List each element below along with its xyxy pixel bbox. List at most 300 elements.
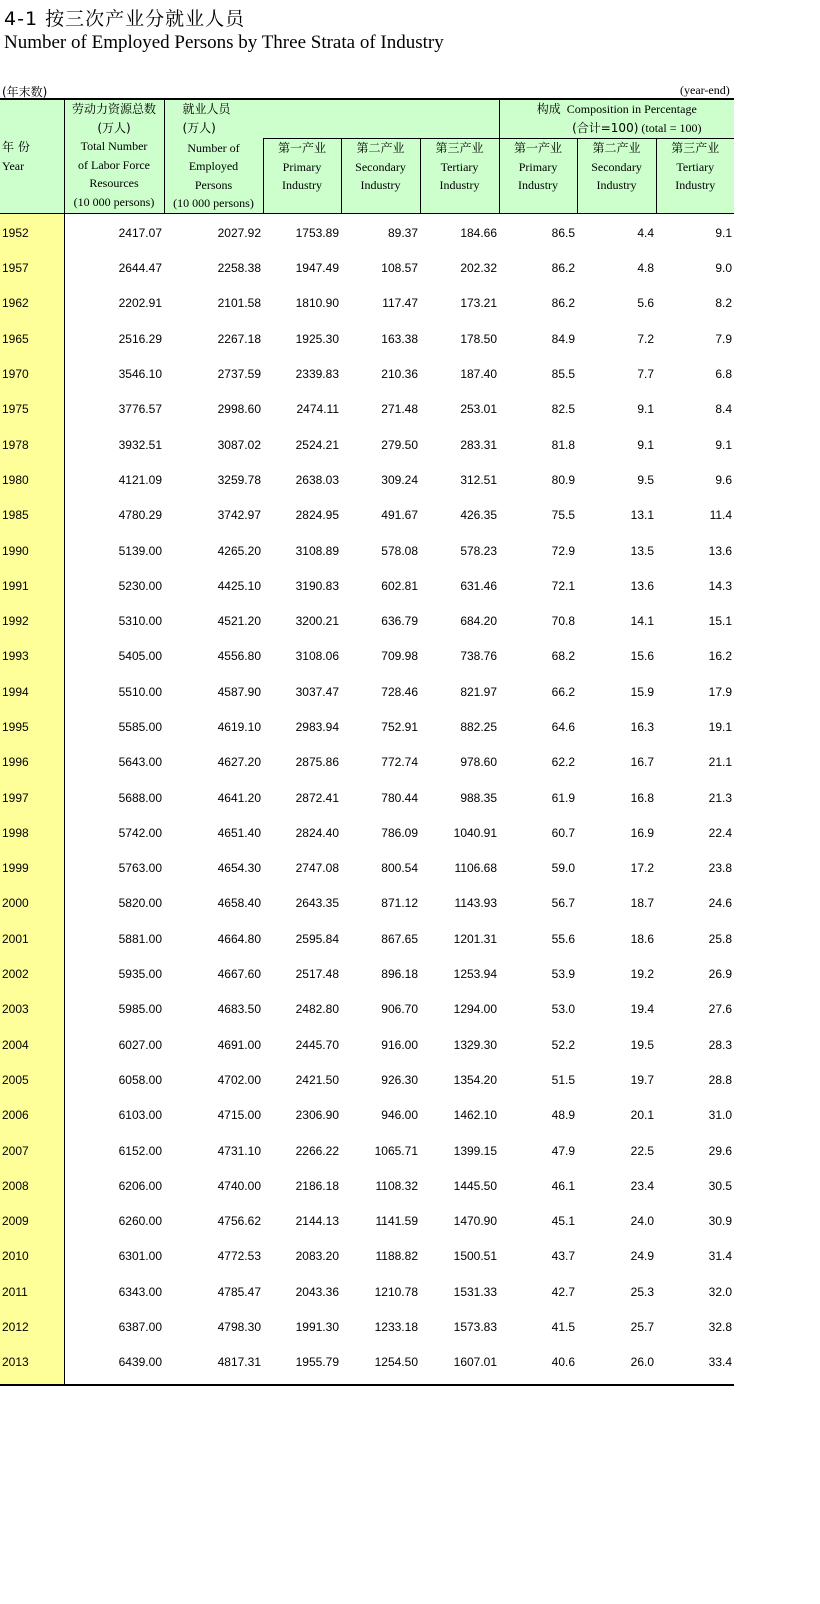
cell-tertiary: 1462.10 [453,1108,498,1123]
cell-primary: 2983.94 [295,720,339,734]
cell-employed: 4772.53 [217,1249,261,1264]
header-employed-en2: Employed [188,159,239,173]
table-row [0,884,734,919]
table-row [0,672,734,707]
cell-year: 2013 [0,1343,64,1385]
cell-primary: 3108.89 [295,543,339,558]
cell-tertiary-pct: 17.9 [708,684,733,699]
cell-tertiary: 202.32 [460,261,498,276]
cell-secondary: 871.12 [381,896,418,911]
cell-secondary-pct: 25.3 [630,1284,655,1299]
header-secondary-count [341,139,420,214]
cell-tertiary: 1500.51 [453,1249,498,1264]
table-row [0,990,734,1025]
table-row [0,213,734,249]
header-tertiary-en1: Tertiary [440,159,479,174]
cell-year: 2009 [0,1202,64,1237]
cell-employed: 4556.80 [217,649,261,664]
header-secondary-cn: 第二产业 [356,141,405,155]
cell-year: 1997 [0,778,64,813]
cell-tertiary: 253.01 [460,402,498,417]
cell-employed: 4654.30 [217,861,261,876]
cell-tertiary-pct: 16.2 [708,649,733,664]
cell-labor-force: 6439.00 [64,1343,164,1385]
cell-primary: 3108.06 [295,649,339,664]
table-title-en: Number of Employed Persons by Three Strata of Industry [4,32,444,53]
cell-secondary-pct: 26.0 [577,1343,656,1385]
cell-primary-pct: 72.1 [551,578,576,593]
cell-employed: 4658.40 [217,896,261,911]
header-employed-cn-unit: (万人) [182,120,216,135]
cell-primary: 2186.18 [295,1178,339,1193]
cell-tertiary: 187.40 [460,367,498,382]
cell-year: 2006 [0,1096,64,1131]
cell-primary-pct: 66.2 [551,684,576,699]
cell-employed: 4731.10 [217,1143,261,1158]
cell-primary-pct: 86.5 [499,213,577,249]
cell-year: 1962 [0,284,64,319]
cell-labor-force: 6343.00 [118,1284,162,1299]
cell-secondary-pct: 13.1 [630,508,655,523]
cell-year: 2008 [0,1166,64,1201]
cell-tertiary: 1143.93 [454,896,498,911]
header-year-cn: 年 份 [2,140,30,154]
cell-primary-pct: 82.5 [551,402,576,417]
cell-secondary: 1141.59 [375,1214,418,1229]
cell-employed: 4702.00 [217,1072,261,1087]
header-labor-force [64,99,164,213]
cell-secondary-pct: 15.9 [630,684,655,699]
cell-employed: 2258.38 [217,261,261,276]
header-primary-pct-cn: 第一产业 [514,141,563,155]
cell-primary-pct: 85.5 [551,367,576,382]
cell-secondary: 946.00 [381,1108,418,1123]
cell-secondary-pct: 4.8 [637,261,655,276]
cell-employed: 4521.20 [217,614,261,629]
cell-year: 2011 [0,1272,64,1307]
header-composition-cn: 构成 [536,102,561,116]
header-tertiary-pct-en1: Tertiary [676,159,715,174]
cell-primary-pct: 86.2 [551,296,576,311]
cell-primary-pct: 53.0 [551,1002,576,1017]
cell-secondary: 800.54 [381,861,418,876]
cell-tertiary: 738.76 [460,649,498,664]
cell-tertiary: 821.97 [460,684,498,699]
cell-tertiary-pct: 21.3 [708,790,733,805]
cell-year: 2010 [0,1237,64,1272]
table-row [0,496,734,531]
cell-secondary: 709.98 [381,649,418,664]
cell-year: 1998 [0,813,64,848]
cell-employed: 2101.58 [217,296,261,311]
table-row [0,849,734,884]
cell-primary: 2747.08 [295,861,339,876]
cell-primary: 2824.95 [295,508,339,523]
cell-tertiary-pct: 11.4 [709,508,733,523]
header-labor-cn: 劳动力资源总数 [71,102,156,116]
cell-labor-force: 6152.00 [118,1143,162,1158]
header-primary-en2: Industry [282,178,322,192]
cell-employed: 4691.00 [217,1037,261,1052]
unit-note-en: (year-end) [680,83,730,97]
cell-labor-force: 2516.29 [118,331,162,346]
cell-tertiary: 1106.68 [454,861,498,876]
cell-secondary: 780.44 [381,790,418,805]
cell-year: 1980 [0,460,64,495]
header-secondary-pct-cn: 第二产业 [592,141,641,155]
cell-secondary-pct: 15.6 [630,649,655,664]
cell-labor-force: 6387.00 [118,1320,162,1335]
cell-year: 1992 [0,601,64,636]
cell-primary-pct: 75.5 [551,508,576,523]
cell-labor-force: 5585.00 [118,720,162,734]
cell-employed: 2267.18 [217,331,261,346]
header-primary-pct-en2: Industry [518,178,559,192]
cell-secondary-pct: 9.1 [637,402,655,417]
cell-year: 1965 [0,319,64,354]
cell-tertiary: 426.35 [460,508,498,523]
cell-secondary-pct: 19.4 [630,1002,655,1017]
cell-employed: 4785.47 [217,1284,261,1299]
cell-tertiary-pct: 9.0 [715,261,733,276]
cell-labor-force: 3546.10 [118,367,162,382]
cell-secondary: 752.91 [381,720,418,734]
cell-tertiary: 283.31 [460,437,498,452]
cell-secondary-pct: 24.0 [630,1214,655,1229]
cell-tertiary-pct: 30.9 [708,1214,733,1229]
cell-employed: 4740.00 [217,1178,261,1193]
header-primary-pct [499,139,577,214]
cell-secondary-pct: 7.7 [637,367,655,382]
cell-primary-pct: 56.7 [551,896,576,911]
cell-tertiary: 1399.15 [453,1143,498,1158]
cell-tertiary: 1040.91 [453,825,498,840]
cell-tertiary: 1607.01 [420,1343,499,1385]
header-secondary-pct [577,139,656,214]
cell-primary: 3037.47 [295,684,339,699]
cell-year: 1985 [0,496,64,531]
cell-secondary: 279.50 [381,437,418,452]
cell-tertiary-pct: 15.1 [708,614,733,629]
cell-primary: 2083.20 [295,1249,339,1264]
cell-primary-pct: 51.5 [551,1072,576,1087]
header-labor-en4: (10 000 persons) [73,194,155,209]
cell-tertiary-pct: 29.6 [708,1143,733,1158]
cell-tertiary: 1445.50 [453,1178,498,1193]
cell-tertiary-pct: 14.3 [708,578,733,593]
header-employed [164,99,263,139]
cell-primary-pct: 45.1 [551,1214,576,1229]
cell-tertiary: 882.25 [460,720,498,734]
cell-employed: 4667.60 [217,967,261,982]
cell-labor-force: 5510.00 [118,684,162,699]
cell-year: 1999 [0,849,64,884]
cell-employed: 4715.00 [217,1108,261,1123]
cell-employed: 3742.97 [217,508,261,523]
header-labor-en2: of Labor Force [78,157,150,172]
cell-primary: 2524.21 [295,437,339,452]
cell-primary-pct: 43.7 [551,1249,576,1264]
cell-secondary: 786.09 [381,825,418,840]
cell-primary: 2421.50 [295,1072,339,1087]
cell-secondary-pct: 20.1 [630,1108,655,1123]
cell-labor-force: 6103.00 [118,1108,162,1123]
cell-employed: 4756.62 [217,1214,261,1229]
cell-tertiary: 1329.30 [453,1037,498,1052]
table-row [0,1237,734,1272]
cell-secondary: 772.74 [381,755,418,770]
header-secondary-en1: Secondary [355,159,406,174]
table-row [0,566,734,601]
cell-employed: 2737.59 [217,367,261,382]
cell-primary-pct: 84.9 [551,331,576,346]
cell-labor-force: 6260.00 [118,1214,162,1229]
cell-labor-force: 3776.57 [118,402,162,417]
cell-tertiary-pct: 32.8 [708,1320,733,1335]
table-row [0,284,734,319]
cell-primary-pct: 41.5 [551,1320,576,1335]
header-primary-count [263,139,341,214]
cell-primary: 3200.21 [295,614,339,629]
cell-tertiary: 1253.94 [453,967,498,982]
cell-labor-force: 6206.00 [118,1178,162,1193]
cell-secondary-pct: 9.5 [637,472,655,487]
cell-secondary-pct: 13.5 [630,543,655,558]
cell-tertiary-pct: 30.5 [708,1178,733,1193]
cell-secondary: 1210.78 [374,1284,418,1299]
cell-secondary: 916.00 [381,1037,418,1052]
cell-tertiary: 1201.31 [453,931,498,946]
cell-secondary-pct: 24.9 [630,1249,655,1264]
cell-year: 1990 [0,531,64,566]
cell-year: 2007 [0,1131,64,1166]
cell-primary: 2595.84 [295,931,339,946]
table-row [0,707,734,742]
cell-employed: 4265.20 [217,543,261,558]
cell-primary-pct: 61.9 [551,790,576,805]
table-body [0,213,734,1385]
cell-tertiary-pct: 6.8 [715,367,733,382]
cell-primary: 2445.70 [295,1037,339,1052]
cell-tertiary: 312.51 [460,472,498,487]
cell-secondary-pct: 16.8 [630,790,655,805]
table-row [0,425,734,460]
cell-labor-force: 5643.00 [118,755,162,770]
cell-tertiary-pct: 25.8 [708,931,733,946]
cell-employed: 4425.10 [217,578,261,593]
header-labor-cn-unit: (万人) [97,120,131,135]
cell-year: 2005 [0,1060,64,1095]
cell-employed: 4587.90 [217,684,261,699]
cell-secondary-pct: 18.7 [630,896,655,911]
table-row [0,1131,734,1166]
header-total-cn: (合计=100) [572,120,639,135]
cell-secondary: 602.81 [381,578,418,593]
cell-employed: 4798.30 [217,1320,261,1335]
cell-labor-force: 6027.00 [118,1037,162,1052]
cell-labor-force: 5881.00 [118,931,162,946]
cell-secondary-pct: 17.2 [630,861,655,876]
cell-secondary: 926.30 [381,1072,418,1087]
cell-year: 2003 [0,990,64,1025]
header-blank [263,99,499,139]
cell-employed: 4664.80 [217,931,261,946]
cell-tertiary: 173.21 [460,296,498,311]
table-row [0,601,734,636]
cell-primary: 2517.48 [295,967,339,982]
cell-secondary: 1188.82 [375,1249,418,1264]
cell-secondary-pct: 9.1 [637,437,655,452]
cell-tertiary-pct: 13.6 [708,543,733,558]
cell-year: 1991 [0,566,64,601]
header-composition [499,99,734,139]
cell-tertiary: 1294.00 [453,1002,498,1017]
cell-primary: 1991.30 [295,1320,339,1335]
cell-primary-pct: 42.7 [551,1284,576,1299]
cell-tertiary: 631.46 [460,578,498,593]
cell-primary: 2306.90 [295,1108,339,1123]
cell-primary: 2643.35 [295,896,339,911]
cell-tertiary: 1470.90 [453,1214,498,1229]
cell-labor-force: 4780.29 [118,508,162,523]
cell-employed: 4627.20 [217,755,261,770]
cell-tertiary-pct: 21.1 [708,755,733,770]
cell-labor-force: 5820.00 [118,896,162,911]
cell-tertiary-pct: 28.8 [708,1072,733,1087]
cell-secondary: 491.67 [381,508,418,523]
table-row [0,1343,734,1385]
cell-secondary-pct: 5.6 [637,296,655,311]
cell-secondary: 1065.71 [374,1143,418,1158]
table-row [0,637,734,672]
cell-primary: 2482.80 [295,1002,339,1017]
cell-primary-pct: 55.6 [551,931,576,946]
cell-secondary: 867.65 [381,931,418,946]
cell-primary: 1753.89 [263,213,341,249]
cell-secondary-pct: 18.6 [630,931,655,946]
cell-primary-pct: 46.1 [551,1178,576,1193]
cell-labor-force: 6058.00 [118,1072,162,1087]
cell-primary-pct: 86.2 [551,261,576,276]
employment-table [0,98,734,1386]
cell-labor-force: 2417.07 [64,213,164,249]
cell-labor-force: 5742.00 [118,825,162,840]
cell-tertiary: 684.20 [460,614,498,629]
cell-year: 2000 [0,884,64,919]
cell-secondary: 309.24 [381,472,418,487]
cell-employed: 2998.60 [217,402,261,417]
cell-secondary-pct: 13.6 [630,578,655,593]
cell-tertiary: 988.35 [460,790,498,805]
cell-secondary-pct: 4.4 [577,213,656,249]
cell-labor-force: 5230.00 [118,578,162,593]
cell-tertiary-pct: 22.4 [708,825,733,840]
cell-tertiary: 1573.83 [453,1320,498,1335]
table-row [0,1166,734,1201]
cell-employed: 4641.20 [217,790,261,805]
cell-primary-pct: 80.9 [551,472,576,487]
cell-tertiary-pct: 32.0 [708,1284,733,1299]
cell-primary-pct: 72.9 [551,543,576,558]
header-primary-pct-en1: Primary [518,159,558,174]
header-employed-en3: Persons [194,177,233,192]
table-row [0,460,734,495]
header-tertiary-pct-en2: Industry [675,178,716,192]
cell-labor-force: 5935.00 [118,967,162,982]
cell-tertiary-pct: 9.1 [656,213,734,249]
cell-employed: 3087.02 [217,437,261,452]
cell-tertiary: 1354.20 [453,1072,498,1087]
table-row [0,249,734,284]
header-labor-en1: Total Number [80,139,148,153]
cell-year: 2004 [0,1025,64,1060]
header-secondary-pct-en2: Industry [596,178,637,192]
cell-secondary: 1108.32 [375,1178,418,1193]
cell-tertiary-pct: 28.3 [708,1037,733,1052]
cell-tertiary: 978.60 [460,755,498,770]
header-year-en: Year [2,158,25,173]
cell-secondary: 89.37 [341,213,420,249]
cell-tertiary-pct: 24.6 [708,896,733,911]
cell-tertiary-pct: 9.1 [715,437,733,452]
cell-secondary-pct: 19.2 [630,967,655,982]
header-tertiary-pct-cn: 第三产业 [671,141,720,155]
cell-primary: 2043.36 [295,1284,339,1299]
cell-secondary-pct: 19.5 [630,1037,655,1052]
cell-tertiary-pct: 8.4 [715,402,733,417]
cell-primary: 2144.13 [295,1214,339,1229]
unit-note-cn: (年末数) [2,85,48,99]
header-tertiary-count [420,139,499,214]
cell-employed: 4817.31 [164,1343,263,1385]
table-row [0,531,734,566]
cell-primary-pct: 81.8 [551,437,576,452]
cell-secondary-pct: 22.5 [630,1143,655,1158]
table-row [0,1025,734,1060]
cell-primary: 1955.79 [263,1343,341,1385]
cell-secondary: 1233.18 [374,1320,418,1335]
cell-primary: 2474.11 [296,402,339,417]
cell-primary: 1947.49 [295,261,339,276]
cell-tertiary: 578.23 [460,543,498,558]
header-primary-cn: 第一产业 [277,141,326,155]
cell-tertiary-pct: 7.9 [715,331,733,346]
table-title-cn: 4-1 按三次产业分就业人员 [4,8,246,30]
table-row [0,919,734,954]
table-row [0,1307,734,1342]
header-employed-en4: (10 000 persons) [173,196,254,210]
cell-secondary: 1254.50 [341,1343,420,1385]
cell-labor-force: 4121.09 [118,472,162,487]
table-row [0,319,734,354]
cell-primary-pct: 52.2 [551,1037,576,1052]
cell-primary-pct: 64.6 [551,720,576,734]
cell-year: 1995 [0,707,64,742]
cell-secondary-pct: 16.3 [630,720,655,734]
cell-primary-pct: 47.9 [551,1143,576,1158]
table-row [0,1272,734,1307]
cell-primary: 1925.30 [295,331,339,346]
table-row [0,1202,734,1237]
header-secondary-en2: Industry [360,178,401,192]
cell-tertiary: 1531.33 [453,1284,498,1299]
cell-tertiary-pct: 19.1 [708,720,733,734]
cell-primary-pct: 48.9 [551,1108,576,1123]
cell-tertiary-pct: 31.0 [708,1108,733,1123]
cell-year: 2001 [0,919,64,954]
header-tertiary-cn: 第三产业 [435,141,484,155]
header-composition-en: Composition in Percentage [566,102,697,116]
